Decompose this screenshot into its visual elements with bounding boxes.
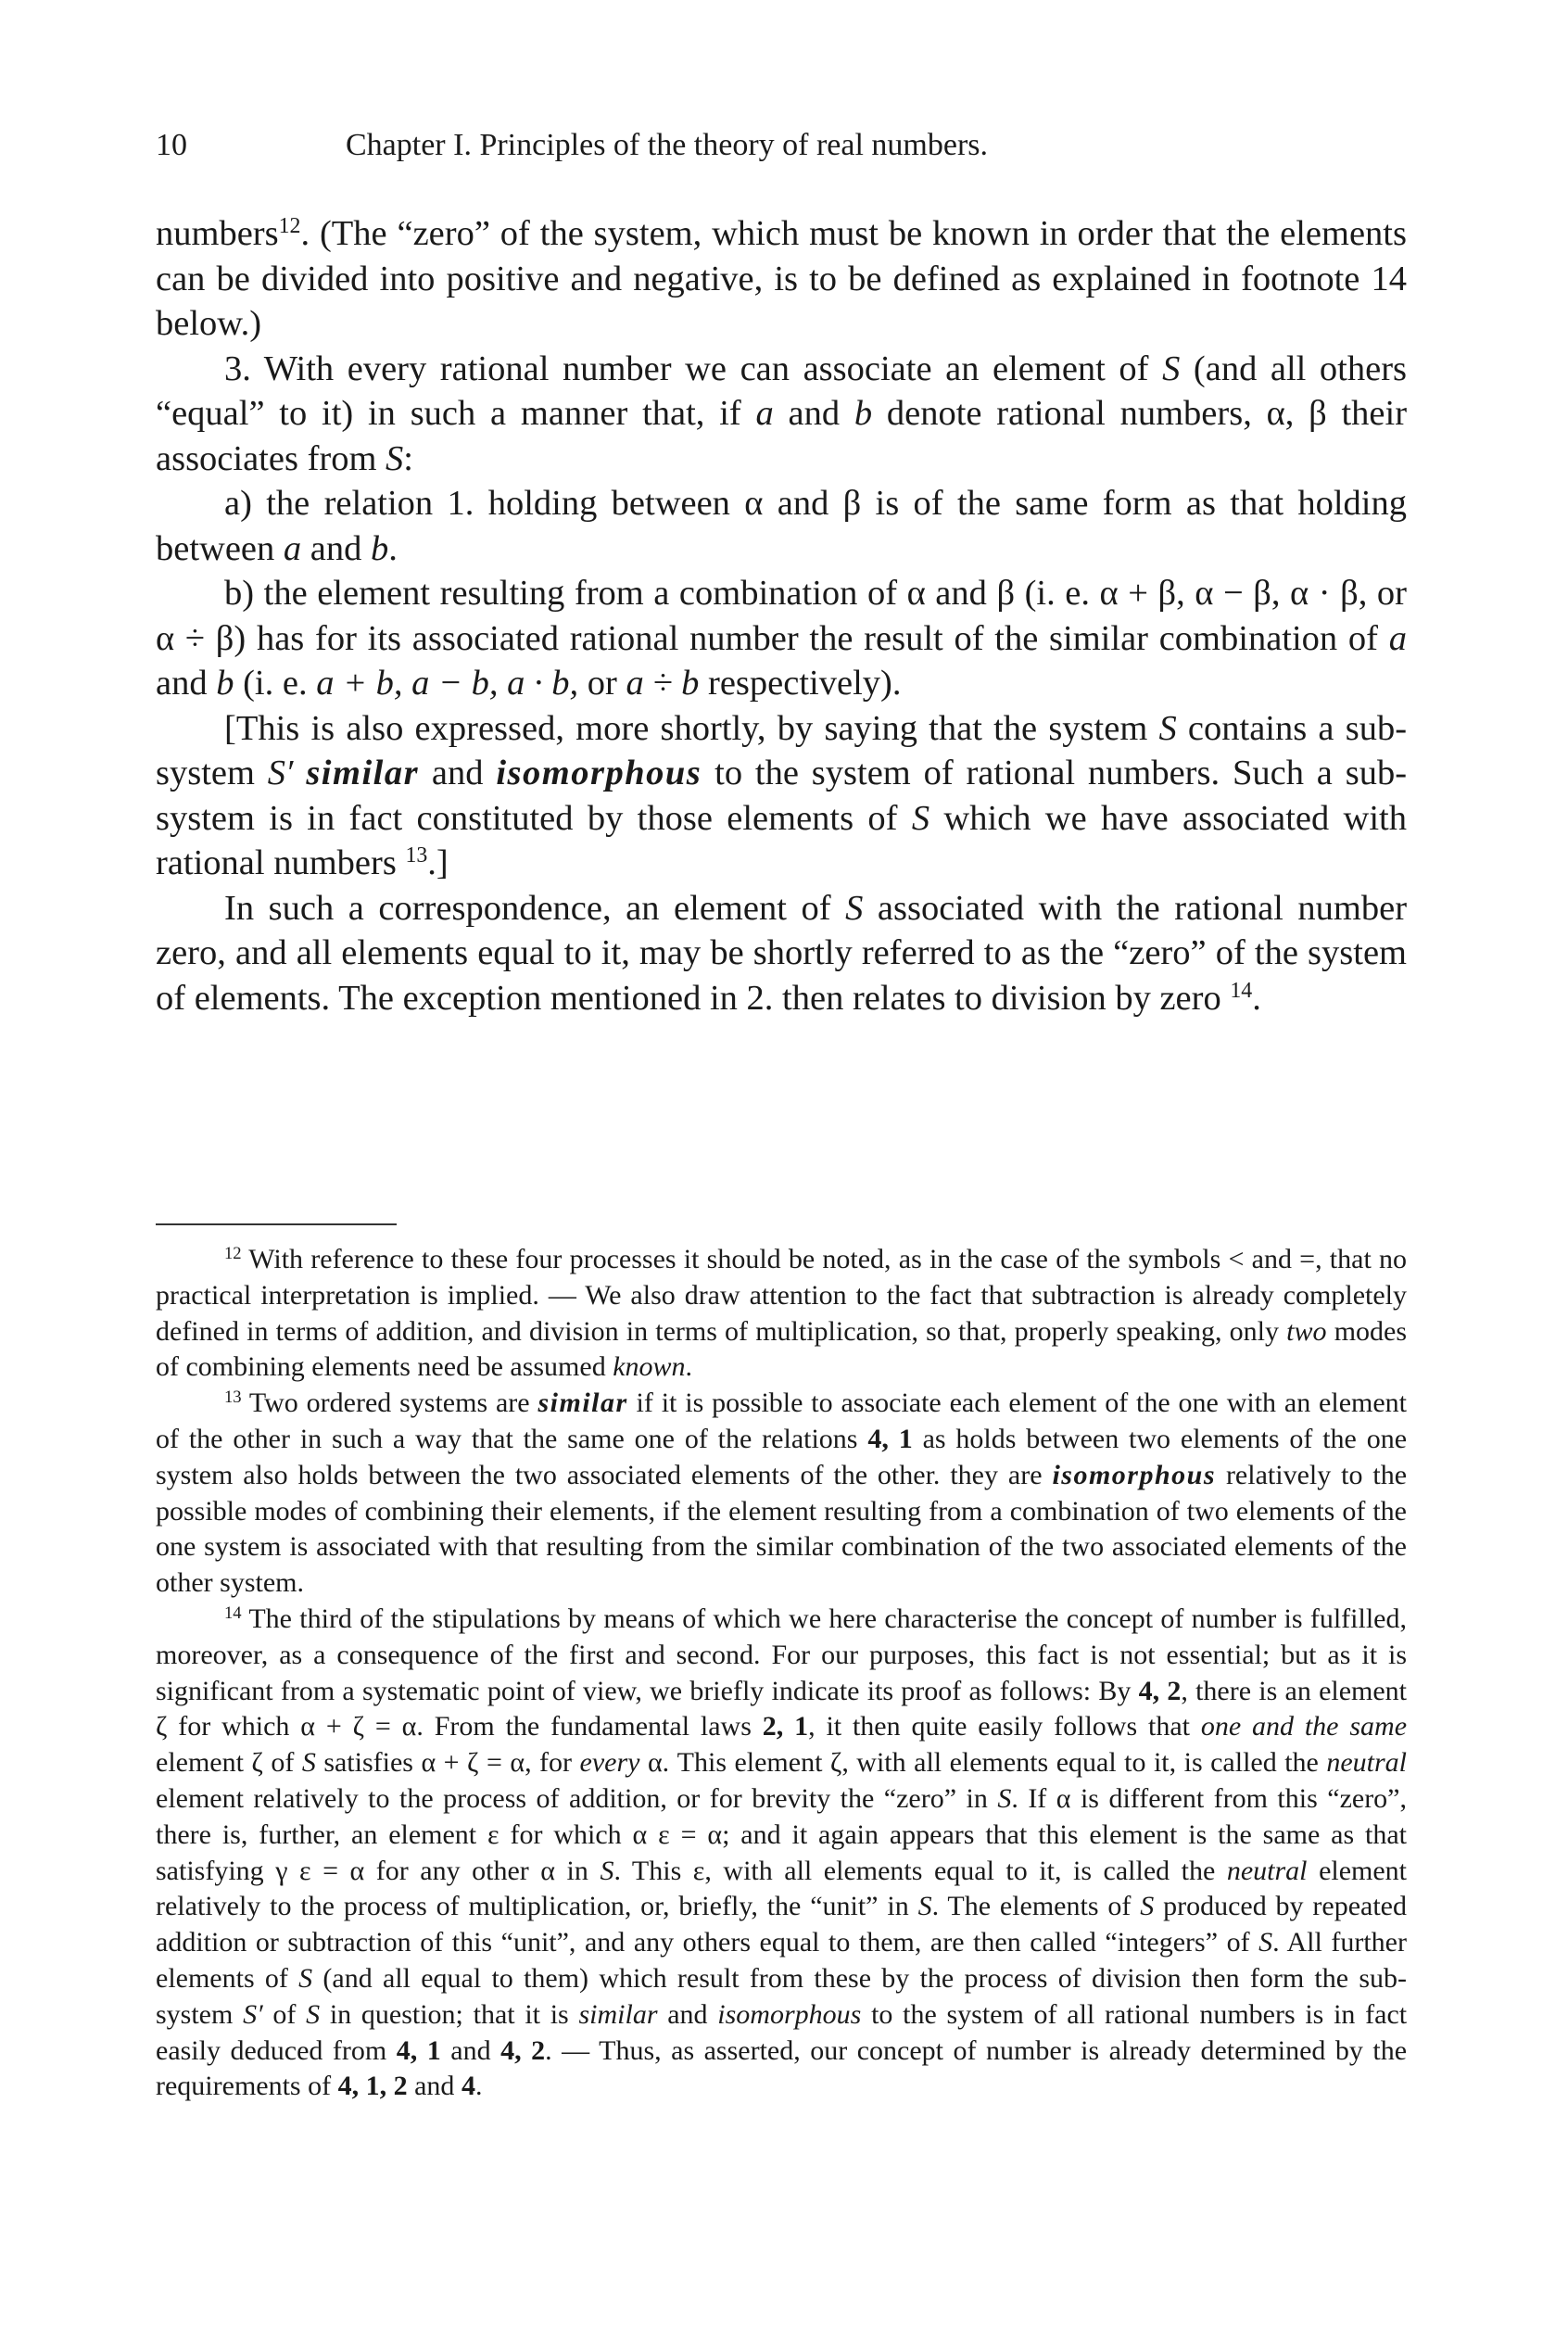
paragraph: In such a correspondence, an element of S associated with the rational number zero, and all elements equal to it, may be shortly referred to as the “zero” of the system of elements. The exception mentioned in 2. then relates to division by zero $^{14}$. bbox=[156, 888, 1408, 1018]
paragraph: a) the relation 1. holding between α and β is of the same form as that holding between a and b. bbox=[156, 484, 1407, 568]
chapter-title: Chapter I. Principles of the theory of real numbers. bbox=[346, 128, 989, 162]
footnote-13: $^{13}$ Two ordered systems are similar if it is possible to associate each element of the one with an element of the other in such a way that the same one of the relations 4, 1 as holds between two elements of the one system also holds between the two associated elements of the other. they are isomorphous relatively to the possible modes of combining their elements, if the element resulting from a combination of two elements of the one system is associated with that resulting from the similar combination of the two associated elements of the other system. bbox=[156, 1387, 1408, 1599]
paragraph: numbers$^{12}$. (The “zero” of the system, which must be known in order that the elements can be divided into positive and negative, is to be defined as explained in footnote 14 below.) bbox=[156, 213, 1407, 343]
paragraph: [This is also expressed, more shortly, by saying that the system S contains a sub-system S′ similar and isomorphous to the system of rational numbers. Such a sub-system is in fact constituted by those elements of S which we have associated with rational numbers $^{13}$.] bbox=[156, 708, 1408, 882]
footnote-ref-12[interactable]: 12 bbox=[278, 213, 301, 238]
footnote-12: $^{12}$ With reference to these four processes it should be noted, as in the case of the symbols < and =, that no practical interpretation is implied. — We also draw attention to the fact that subtraction is already completely defined in terms of addition, and division in terms of multiplication, so that, properly speaking, only two modes of combining elements need be assumed known. bbox=[156, 1243, 1408, 1383]
page-number: 10 bbox=[156, 128, 187, 162]
footnotes bbox=[156, 1242, 1407, 2105]
footnote-ref-14[interactable]: 14 bbox=[1230, 978, 1253, 1003]
footnote-14: $^{14}$ The third of the stipulations by means of which we here characterise the concept of number is fulfilled, moreover, as a consequence of the first and second. For our purposes, this fact is not essential; but as it is significant from a systematic point of view, we briefly indicate its proof as follows: By 4, 2, there is an element ζ for which α + ζ = α. From the fundamental laws 2, 1, it then quite easily follows that one and the same element ζ of S satisfies α + ζ = α, for every α. This element ζ, with all elements equal to it, is called the neutral element relatively to the process of addition, or for brevity the “zero” in S. If α is different from this “zero”, there is, further, an element ε for which α ε = α; and it again appears that this element is the same as that satisfying γ ε = α for any other α in S. This ε, with all elements equal to it, is called the neutral element relatively to the process of multiplication, or, briefly, the “unit” in S. The elements of S produced by repeated addition or subtraction of this “unit”, and any others equal to them, are then called “integers” of S. All further elements of S (and all equal to them) which result from these by the process of division then form the sub-system S′ of S in question; that it is similar and isomorphous to the system of all rational numbers is in fact easily deduced from 4, 1 and 4, 2. — Thus, as asserted, our concept of number is already determined by the requirements of 4, 1, 2 and 4. bbox=[156, 1603, 1408, 2102]
paragraph: 3. With every rational number we can associate an element of S (and all others “equal” to it) in such a manner that, if a and b denote rational numbers, α, β their associates from S: bbox=[156, 348, 1408, 478]
main-text bbox=[156, 211, 1407, 1020]
footnote-ref-13[interactable]: 13 bbox=[405, 843, 428, 868]
paragraph: b) the element resulting from a combination of α and β (i. e. α + β, α − β, α · β, or α ÷ β) has for its associated rational number the result of the similar combination of a and b (i. e. a + b, a − b, a · b, or a ÷ b respectively). bbox=[156, 574, 1407, 703]
running-header bbox=[156, 128, 1407, 184]
page bbox=[156, 128, 1408, 2102]
term-isomorphous: isomorphous bbox=[496, 754, 702, 792]
term-similar: similar bbox=[306, 754, 420, 792]
footnote-divider bbox=[156, 1223, 397, 1225]
